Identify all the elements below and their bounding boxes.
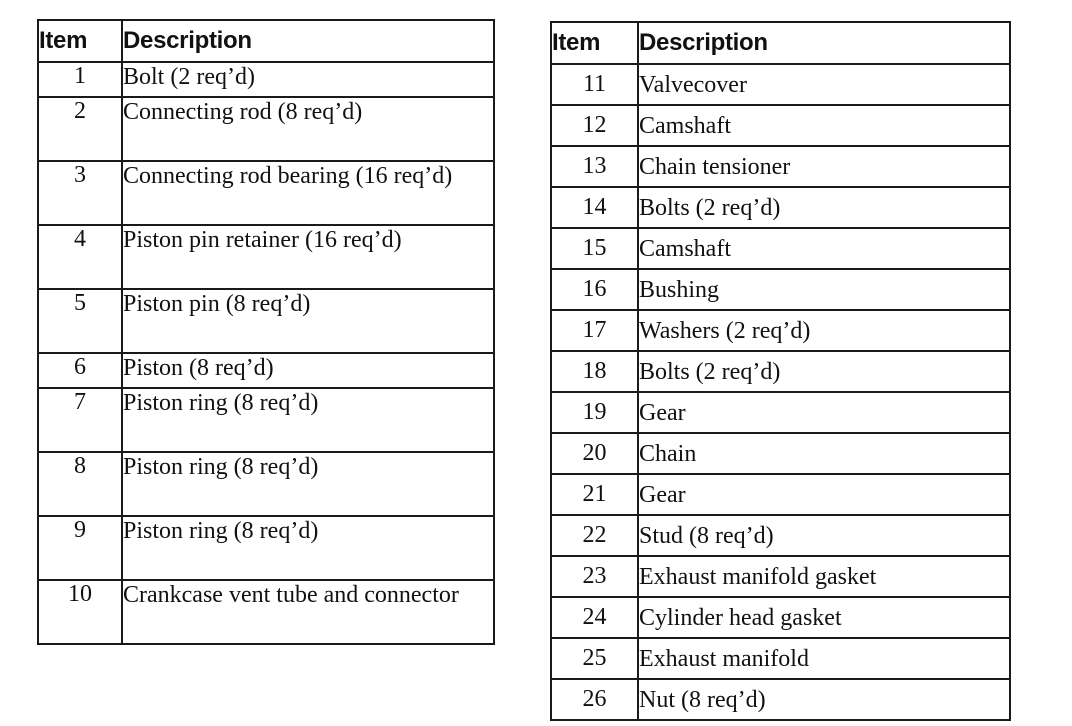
item-number: 25: [551, 638, 638, 679]
table-row: [38, 388, 494, 452]
header-item: Item: [38, 20, 122, 62]
item-description: Bushing: [638, 269, 1010, 310]
table-row: [551, 105, 1010, 146]
table-row: [551, 474, 1010, 515]
item-number: 24: [551, 597, 638, 638]
table-row: [38, 452, 494, 516]
item-description: Bolts (2 req’d): [638, 187, 1010, 228]
item-number: 13: [551, 146, 638, 187]
header-row: [551, 22, 1010, 64]
table-row: [551, 187, 1010, 228]
item-description: Piston (8 req’d): [122, 353, 494, 388]
table-row: [38, 353, 494, 388]
item-description: Piston pin retainer (16 req’d): [122, 225, 494, 289]
item-number: 1: [38, 62, 122, 97]
item-description: Chain tensioner: [638, 146, 1010, 187]
item-description: Washers (2 req’d): [638, 310, 1010, 351]
table-row: [38, 161, 494, 225]
table-row: [551, 679, 1010, 720]
item-description: Piston ring (8 req’d): [122, 452, 494, 516]
item-number: 19: [551, 392, 638, 433]
item-number: 10: [38, 580, 122, 644]
header-row: [38, 20, 494, 62]
item-number: 14: [551, 187, 638, 228]
table-row: [38, 97, 494, 161]
item-number: 18: [551, 351, 638, 392]
item-description: Exhaust manifold gasket: [638, 556, 1010, 597]
item-number: 17: [551, 310, 638, 351]
item-description: Gear: [638, 474, 1010, 515]
item-number: 16: [551, 269, 638, 310]
parts-table-left: [37, 19, 495, 645]
item-description: Camshaft: [638, 228, 1010, 269]
item-number: 11: [551, 64, 638, 105]
table-row: [551, 351, 1010, 392]
table-row: [551, 269, 1010, 310]
item-description: Bolt (2 req’d): [122, 62, 494, 97]
table-row: [551, 433, 1010, 474]
item-description: Piston pin (8 req’d): [122, 289, 494, 353]
item-description: Exhaust manifold: [638, 638, 1010, 679]
header-description: Description: [122, 20, 494, 62]
item-description: Nut (8 req’d): [638, 679, 1010, 720]
item-number: 2: [38, 97, 122, 161]
table-row: [551, 597, 1010, 638]
table-row: [38, 62, 494, 97]
item-description: Crankcase vent tube and connector: [122, 580, 494, 644]
item-number: 20: [551, 433, 638, 474]
table-row: [38, 225, 494, 289]
item-number: 3: [38, 161, 122, 225]
item-number: 15: [551, 228, 638, 269]
item-description: Cylinder head gasket: [638, 597, 1010, 638]
item-description: Piston ring (8 req’d): [122, 516, 494, 580]
item-description: Stud (8 req’d): [638, 515, 1010, 556]
item-description: Piston ring (8 req’d): [122, 388, 494, 452]
item-number: 9: [38, 516, 122, 580]
item-number: 23: [551, 556, 638, 597]
header-description: Description: [638, 22, 1010, 64]
item-description: Chain: [638, 433, 1010, 474]
parts-table-right: [550, 21, 1011, 721]
item-description: Valvecover: [638, 64, 1010, 105]
table-row: [551, 146, 1010, 187]
table-row: [38, 516, 494, 580]
item-number: 6: [38, 353, 122, 388]
table-row: [551, 515, 1010, 556]
item-description: Connecting rod (8 req’d): [122, 97, 494, 161]
table-row: [551, 310, 1010, 351]
item-number: 4: [38, 225, 122, 289]
header-item: Item: [551, 22, 638, 64]
item-number: 5: [38, 289, 122, 353]
item-description: Connecting rod bearing (16 req’d): [122, 161, 494, 225]
item-description: Gear: [638, 392, 1010, 433]
table-row: [551, 638, 1010, 679]
table-row: [38, 289, 494, 353]
table-row: [551, 392, 1010, 433]
item-number: 21: [551, 474, 638, 515]
item-number: 12: [551, 105, 638, 146]
item-description: Bolts (2 req’d): [638, 351, 1010, 392]
table-row: [551, 556, 1010, 597]
item-number: 7: [38, 388, 122, 452]
item-number: 26: [551, 679, 638, 720]
table-row: [38, 580, 494, 644]
item-number: 8: [38, 452, 122, 516]
item-number: 22: [551, 515, 638, 556]
item-description: Camshaft: [638, 105, 1010, 146]
table-row: [551, 64, 1010, 105]
table-row: [551, 228, 1010, 269]
